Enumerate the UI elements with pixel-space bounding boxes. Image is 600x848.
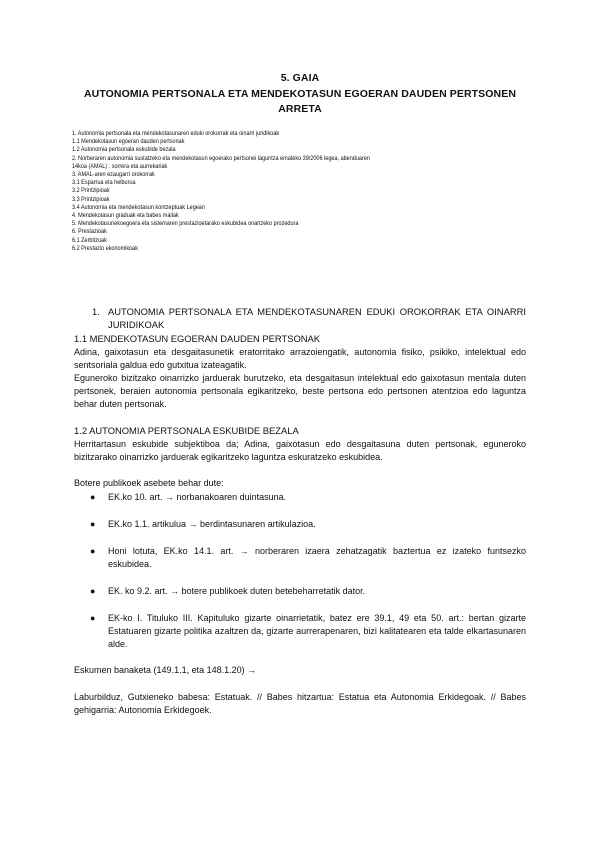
paragraph: Laburbilduz, Gutxieneko babesa: Estatuak. // Babes hitzartua: Estatua eta Autonomia Erkidegoak. // Babes gehigarria: Autonomia Erkidegoek.	[74, 692, 526, 715]
paragraph: Eguneroko bizitzako oinarrizko jarduerak burutzeko, eta desgaitasun intelektual edo gaixotasun mentala duten pertsonek, beraien autonomia pertsonala egikaritzeko, beste pertsona edo pertsonen atentzioa edo laguntza behar duten pertsonak.	[74, 373, 526, 409]
toc-item: 3.4 Autonomia eta mendekotasun kontzeptuak Legean	[72, 203, 205, 211]
chapter-number: 5. GAIA	[280, 72, 320, 84]
list-item-text: EK.ko 10. art. → norbanakoaren duintasuna.	[108, 492, 287, 502]
toc-item: 4. Mendekotasun graduak eta babes mailak	[72, 212, 179, 220]
toc-item: 2. Norberaren autonomia sustatzeko eta mendekotasun egoerako pertsonei laguntza emateko 39/2006 legea, abenduaren	[72, 154, 370, 162]
toc-item: 6. Prestazioak	[72, 228, 107, 236]
section-number: 1.	[92, 306, 100, 317]
section-heading-1	[92, 305, 526, 331]
paragraph: Adina, gaixotasun eta desgaitasunetik eratorritako arrazoiengatik, autonomia fisiko, psikiko, intelektual edo sentsoriala galdua edo gutxitua izateagatik.	[74, 347, 526, 370]
list-item	[90, 545, 526, 571]
table-of-contents	[72, 130, 536, 253]
list-item-text: EK. ko 9.2. art. → botere publikoek duten betebeharretatik dator.	[108, 586, 366, 596]
list-item	[90, 612, 526, 651]
paragraph: Herritartasun eskubide subjektiboa da; Adina, gaixotasun edo desgaitasuna duten pertsonak, eguneroko bizitzarako oinarrizko jarduerak egikaritzeko laguntza eskuratzeko eskubidea.	[74, 439, 526, 462]
toc-item: 1. Autonomia pertsonala eta mendekotasunaren eduki orokorrak eta oinarri juridikoak	[72, 130, 280, 137]
list-intro: Botere publikoek asebete behar dute:	[74, 478, 224, 488]
list-item-text: Honi lotuta, EK.ko 14.1. art. → norberaren izaera zehatzagatik baztertua ez izateko funtsezko eskubidea.	[108, 546, 526, 569]
bullet-icon: ●	[90, 613, 96, 623]
toc-item: 5. Mendekotasunekoegoera eta sistemaren prestazioetarako eskubidea onartzeko prozedura	[72, 220, 299, 228]
paragraph: Eskumen banaketa (149.1.1, eta 148.1.20) →	[74, 665, 257, 675]
toc-item: 3.1 Esparrua eta helburua	[72, 179, 136, 187]
bullet-icon: ●	[90, 546, 96, 556]
chapter-title-line1: AUTONOMIA PERTSONALA ETA MENDEKOTASUN EGOERAN DAUDEN PERTSONEN	[83, 88, 517, 100]
toc-item: 1.1 Mendekotasun egoeran dauden pertsonak	[72, 138, 185, 146]
list-item	[90, 491, 526, 504]
list-item	[90, 518, 526, 531]
section-title: AUTONOMIA PERTSONALA ETA MENDEKOTASUNAREN EDUKI OROKORRAK ETA OINARRI JURIDIKOAK	[108, 306, 526, 330]
toc-item: 14koa (AMAL) : sorrera eta aurrekariak	[72, 162, 168, 170]
toc-item: 1.2 Autonomia pertsonala eskubide bezala	[72, 146, 176, 154]
toc-item: 3.2 Printzipioak	[72, 187, 110, 195]
bullet-icon: ●	[90, 492, 96, 502]
toc-item: 6.2 Prestazio ekonomikoak	[72, 244, 138, 252]
list-item-text: EK.ko 1.1. artikulua → berdintasunaren artikulazioa.	[108, 519, 316, 529]
subsection-heading-1-1: 1.1 MENDEKOTASUN EGOERAN DAUDEN PERTSONAK	[74, 333, 321, 344]
toc-item: 3. AMAL-aren ezaugarri orokorrak	[72, 171, 155, 179]
chapter-title-line2: ARRETA	[278, 103, 322, 115]
toc-item: 6.1 Zerbitzuak	[72, 236, 107, 244]
bullet-icon: ●	[90, 519, 96, 529]
subsection-heading-1-2: 1.2 AUTONOMIA PERTSONALA ESKUBIDE BEZALA	[74, 425, 299, 436]
list-item	[90, 585, 526, 598]
toc-item: 3.3 Printzipioak	[72, 195, 110, 203]
list-item-text: EK-ko I. Tituluko III. Kapituluko gizarte oinarrietatik, batez ere 39.1, 49 eta 50. art.: bertan gizarte Estatuaren gizarte politika azaltzen da, gizarte aurrerapenaren, bizi kalitatearen eta talde elkartasunaren alde.	[108, 613, 526, 649]
bullet-icon: ●	[90, 586, 96, 596]
